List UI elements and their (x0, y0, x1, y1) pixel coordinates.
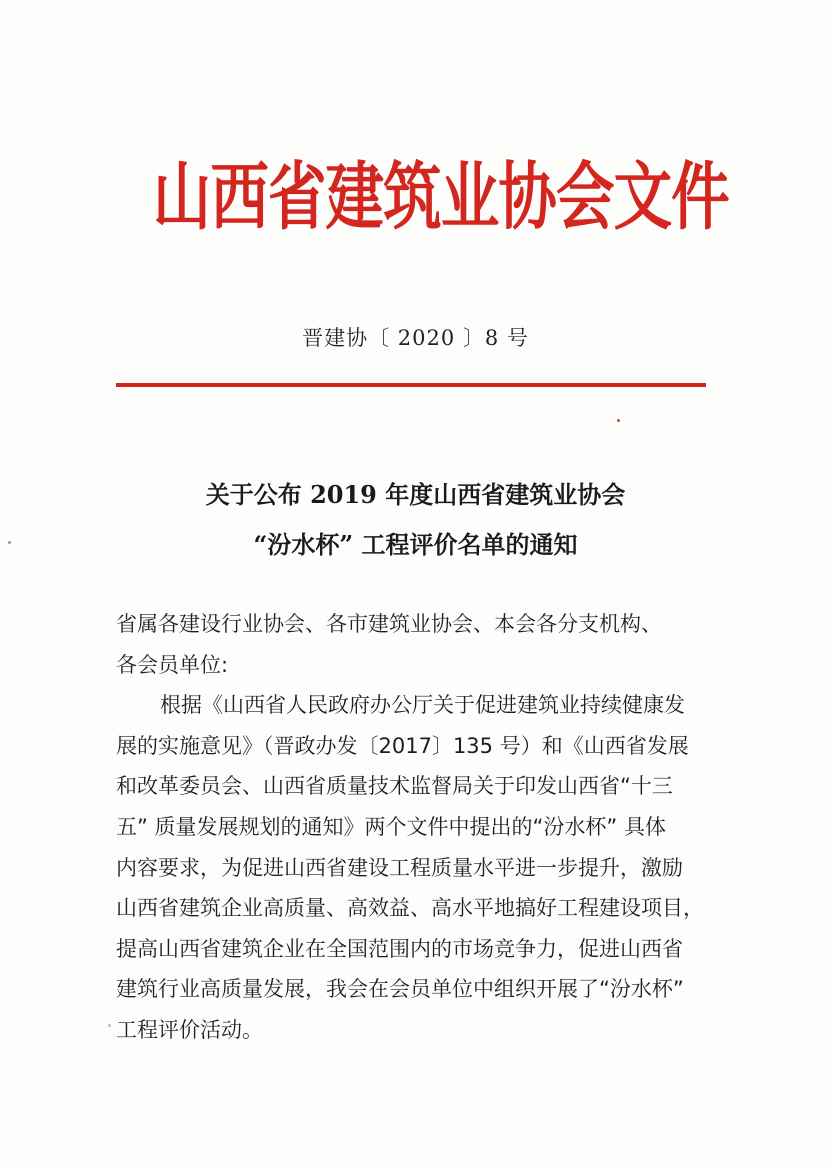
header-divider (116, 383, 706, 387)
paragraph-line: 根据《山西省人民政府办公厅关于促进建筑业持续健康发 (160, 693, 685, 718)
paragraph-line: 五” 质量发展规划的通知》两个文件中提出的“汾水杯” 具体 (116, 814, 666, 839)
paragraph-line: 提高山西省建筑企业在全国范围内的市场竞争力，促进山西省 (116, 936, 683, 961)
notice-title-line-2: “汾水杯” 工程评价名单的通知 (253, 530, 578, 559)
notice-title (0, 470, 831, 570)
addressee-line: 各会员单位: (116, 652, 229, 677)
addressee-line: 省属各建设行业协会、各市建筑业协会、本会各分支机构、 (116, 612, 662, 636)
paragraph-line: 内容要求，为促进山西省建设工程质量水平进一步提升，激励 (116, 855, 683, 880)
notice-body (116, 604, 716, 1051)
paragraph-line: 和改革委员会、山西省质量技术监督局关于印发山西省“十三 (116, 774, 673, 799)
paragraph-line: 建筑行业高质量发展，我会在会员单位中组织开展了“汾水杯” (116, 977, 684, 1002)
document-header-title: 山西省建筑业协会文件 (152, 154, 729, 241)
paragraph-line: 山西省建筑企业高质量、高效益、高水平地搞好工程建设项目， (116, 896, 704, 921)
scan-speck (617, 419, 620, 422)
paragraph-line: 工程评价活动。 (116, 1017, 263, 1042)
notice-title-line-1: 关于公布 2019 年度山西省建筑业协会 (205, 480, 626, 509)
scan-speck (8, 541, 11, 544)
document-number: 晋建协〔 2020 〕8 号 (302, 326, 529, 350)
scan-speck (108, 1024, 111, 1027)
paragraph-line: 展的实施意见》（晋政办发〔2017〕135 号）和《山西省发展 (116, 733, 689, 758)
